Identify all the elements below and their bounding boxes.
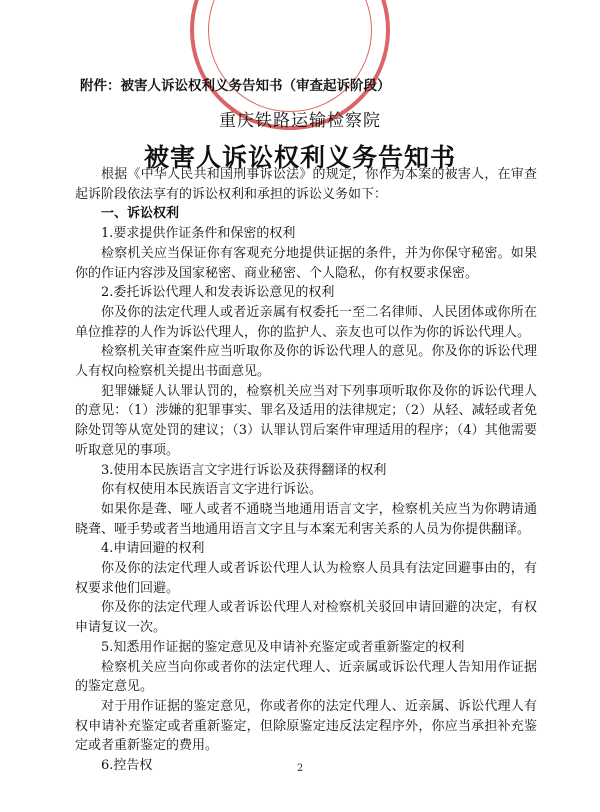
subsection-heading: 1.要求提供作证条件和保密的权利 (101, 226, 296, 242)
subsection-heading: 3.使用本民族语言文字进行诉讼及获得翻译的权利 (101, 462, 387, 478)
body-paragraph: 你及你的法定代理人或者诉讼代理人对检察机关驳回申请回避的决定，有权申请复议一次。 (75, 600, 537, 636)
subsection-heading: 2.委托诉讼代理人和发表诉讼意见的权利 (101, 285, 335, 301)
body-paragraph: 根据《中华人民共和国刑事诉讼法》的规定，你作为本案的被害人，在审查起诉阶段依法享有的诉讼权利和承担的诉讼义务如下： (75, 167, 537, 202)
body-paragraph: 如果你是聋、哑人或者不通晓当地通用语言文字，检察机关应当为你聘请通晓聋、哑手势或者当地通用语言文字且与本案无利害关系的人员为你提供翻译。 (75, 501, 537, 537)
body-paragraph: 检察机关应当保证你有客观充分地提供证据的条件，并为你保守秘密。如果你的作证内容涉及国家秘密、商业秘密、个人隐私，你有权要求保密。 (75, 245, 537, 281)
body-paragraph: 检察机关审查案件应当听取你及你的诉讼代理人的意见。你及你的诉讼代理人有权向检察机关提出书面意见。 (75, 344, 537, 380)
annex-label: 附件：被害人诉讼权利义务告知书（审查起诉阶段） (80, 78, 391, 94)
seal-inner-ring (208, 0, 372, 112)
body-paragraph: 你及你的法定代理人或者近亲属有权委托一至二名律师、人民团体或你所在单位推荐的人作为诉讼代理人，你的监护人、亲友也可以作为你的诉讼代理人。 (75, 304, 537, 340)
body-paragraph: 对于用作证据的鉴定意见，你或者你的法定代理人、近亲属、诉讼代理人有权申请补充鉴定或者重新鉴定，但除原鉴定违反法定程序外，你应当承担补充鉴定或者重新鉴定的费用。 (75, 698, 537, 754)
subsection-heading: 4.申请回避的权利 (101, 541, 205, 557)
body-paragraph: 你及你的法定代理人或者诉讼代理人认为检察人员具有法定回避事由的，有权要求他们回避。 (75, 561, 537, 596)
body-paragraph: 你有权使用本民族语言文字进行诉讼。 (101, 482, 323, 498)
subsection-heading: 5.知悉用作证据的鉴定意见及申请补充鉴定或者重新鉴定的权利 (101, 639, 465, 655)
organization-name: 重庆铁路运输检察院 (219, 111, 381, 131)
document-body (75, 165, 537, 776)
document-title: 被害人诉讼权利义务告知书 (143, 143, 456, 172)
subsection-heading: 6.控告权 (101, 758, 153, 774)
body-paragraph: 犯罪嫌疑人认罪认罚的，检察机关应当对下列事项听取你及你的诉讼代理人的意见：（1）涉嫌的犯罪事实、罪名及适用的法律规定；（2）从轻、减轻或者免除处罚等从宽处罚的建议；（3）认罪认罚后案件审理适用的程序；（4）其他需要听取意见的事项。 (75, 383, 537, 458)
section-heading: 一、诉讼权利 (101, 206, 180, 222)
page-number: 2 (296, 763, 304, 774)
body-paragraph: 检察机关应当向你或者你的法定代理人、近亲属或诉讼代理人告知用作证据的鉴定意见。 (75, 659, 537, 695)
